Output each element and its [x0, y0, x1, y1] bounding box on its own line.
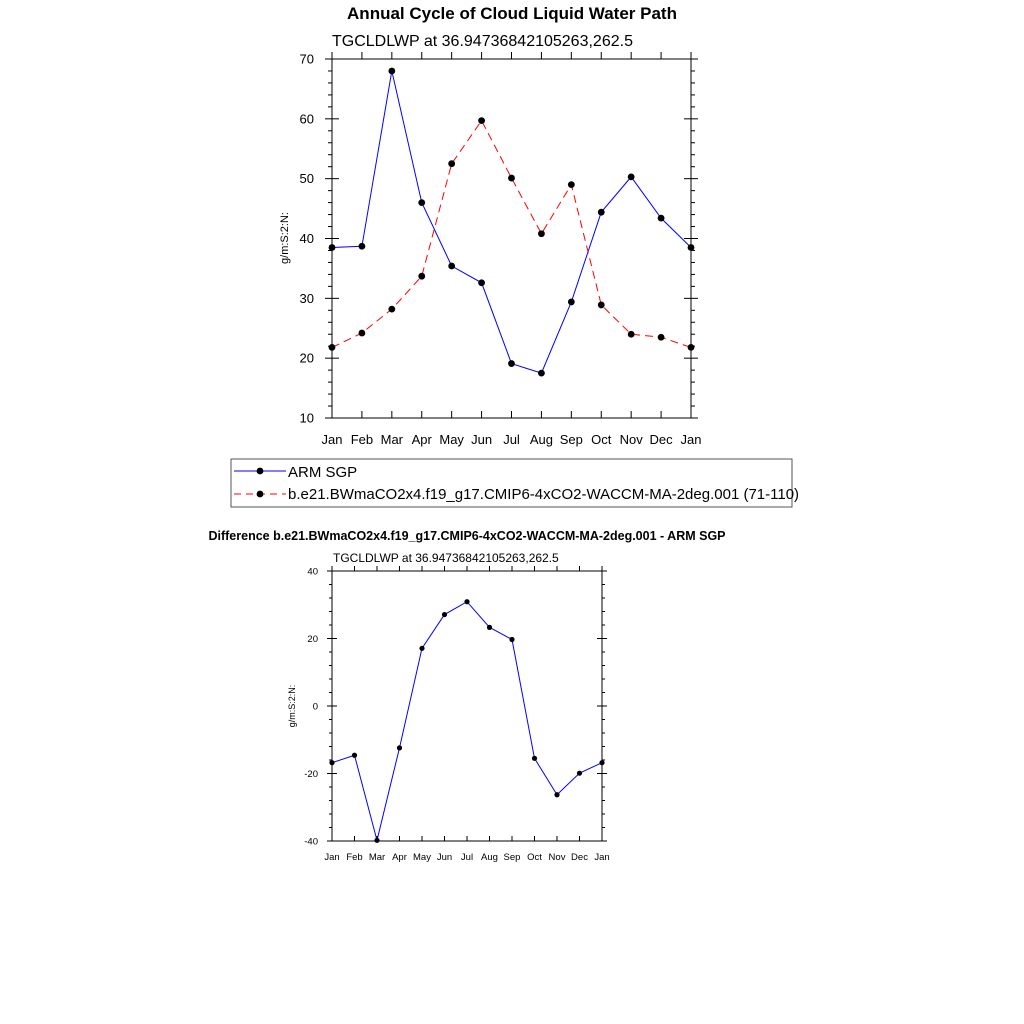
data-point	[658, 215, 665, 222]
x-tick-label: Aug	[529, 432, 553, 447]
data-point	[568, 299, 575, 306]
x-tick-label: Dec	[571, 852, 588, 863]
chart2-y-axis-label: g/m:S:2:N:	[287, 684, 297, 728]
data-point	[688, 244, 695, 251]
series-line-0	[332, 71, 691, 373]
data-point	[487, 625, 492, 630]
y-tick-label: 0	[312, 701, 318, 713]
data-point	[397, 745, 402, 750]
x-tick-label: Sep	[503, 852, 521, 863]
x-tick-label: Jul	[460, 852, 474, 863]
x-tick-label: Oct	[591, 432, 612, 447]
data-point	[688, 344, 695, 351]
data-point	[598, 209, 605, 216]
data-point	[359, 330, 366, 337]
data-point	[329, 344, 336, 351]
data-point	[508, 360, 515, 367]
x-tick-label: Nov	[619, 432, 643, 447]
data-point	[418, 273, 425, 280]
data-point	[628, 173, 635, 180]
x-tick-label: Jan	[321, 432, 343, 447]
data-point	[448, 263, 455, 270]
data-point	[419, 646, 424, 651]
x-tick-label: Jan	[324, 852, 340, 863]
data-point	[628, 331, 635, 338]
y-tick-label: -20	[304, 768, 318, 780]
data-point	[418, 199, 425, 206]
legend-label-model: b.e21.BWmaCO2x4.f19_g17.CMIP6-4xCO2-WACCM-MA-2deg.001 (71-110)	[288, 486, 800, 503]
data-point	[388, 306, 395, 313]
y-tick-label: 20	[299, 350, 314, 366]
x-tick-label: Mar	[368, 852, 386, 863]
legend-marker-arm	[257, 468, 264, 475]
data-point	[568, 181, 575, 188]
x-tick-label: Oct	[527, 852, 542, 863]
chart1-legend	[231, 459, 799, 507]
data-point	[374, 838, 379, 843]
data-point	[658, 334, 665, 341]
x-tick-label: Jun	[471, 432, 493, 447]
chart1-title: Annual Cycle of Cloud Liquid Water Path	[347, 4, 677, 23]
data-point	[538, 230, 545, 237]
y-tick-label: -40	[304, 836, 318, 848]
legend-label-arm: ARM SGP	[288, 464, 358, 481]
x-tick-label: May	[413, 852, 431, 863]
chart1-subtitle: TGCLDLWP at 36.94736842105263,262.5	[332, 33, 633, 50]
y-tick-label: 40	[299, 231, 314, 247]
data-point	[598, 302, 605, 309]
x-tick-label: Feb	[346, 852, 363, 863]
x-tick-label: Jan	[680, 432, 702, 447]
data-point	[464, 599, 469, 604]
chart2-plot	[304, 566, 609, 863]
x-tick-label: May	[439, 432, 464, 447]
chart2-title: Difference b.e21.BWmaCO2x4.f19_g17.CMIP6-4xCO2-WACCM-MA-2deg.001 - ARM SGP	[208, 529, 726, 543]
plot-frame	[332, 571, 602, 841]
x-tick-label: Jul	[503, 432, 520, 447]
chart1-y-axis-label: g/m:S:2:N:	[279, 212, 291, 264]
data-point	[509, 637, 514, 642]
y-tick-label: 40	[307, 566, 318, 578]
x-tick-label: Mar	[380, 432, 404, 447]
data-point	[352, 753, 357, 758]
data-point	[329, 760, 334, 765]
data-point	[554, 792, 559, 797]
x-tick-label: Jun	[436, 852, 453, 863]
data-point	[577, 771, 582, 776]
y-tick-label: 70	[299, 51, 314, 67]
data-point	[442, 612, 447, 617]
x-tick-label: Apr	[392, 852, 407, 863]
series-line-1	[332, 121, 691, 348]
x-tick-label: Sep	[559, 432, 583, 447]
data-point	[478, 279, 485, 286]
y-tick-label: 30	[299, 290, 314, 306]
data-point	[359, 243, 366, 250]
x-tick-label: Jan	[594, 852, 610, 863]
chart1-plot	[300, 52, 702, 447]
x-tick-label: Apr	[411, 432, 432, 447]
x-tick-label: Feb	[350, 432, 374, 447]
y-tick-label: 10	[299, 410, 314, 426]
y-tick-label: 60	[299, 111, 314, 127]
x-tick-label: Nov	[548, 852, 566, 863]
data-point	[538, 370, 545, 377]
data-point	[532, 756, 537, 761]
series-line-0	[332, 602, 602, 841]
legend-marker-model	[257, 491, 264, 498]
data-point	[329, 244, 336, 251]
data-point	[508, 175, 515, 182]
y-tick-label: 20	[307, 633, 318, 645]
data-point	[448, 160, 455, 167]
chart2-subtitle: TGCLDLWP at 36.94736842105263,262.5	[333, 551, 559, 565]
data-point	[388, 68, 395, 75]
y-tick-label: 50	[299, 171, 314, 187]
data-point	[599, 760, 604, 765]
x-tick-label: Aug	[481, 852, 498, 863]
data-point	[478, 117, 485, 124]
x-tick-label: Dec	[649, 432, 673, 447]
